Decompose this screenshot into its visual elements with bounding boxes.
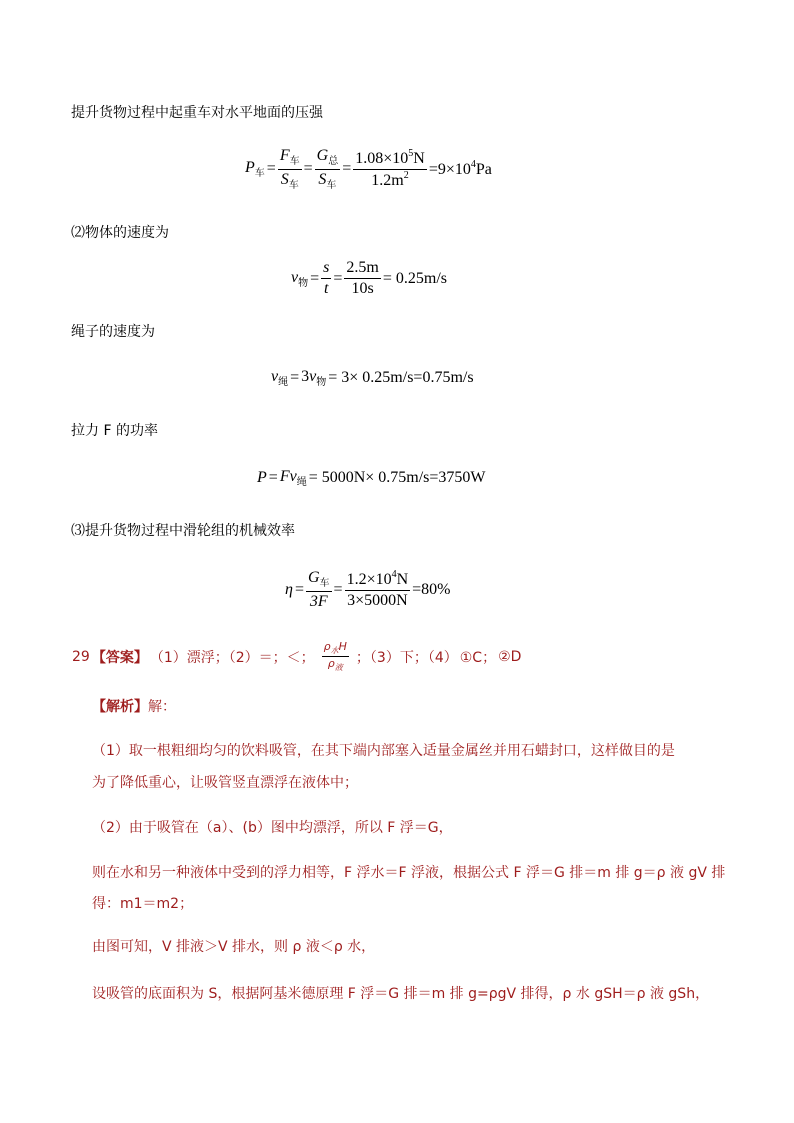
text-line-efficiency: ⑶提升货物过程中滑轮组的机械效率	[71, 523, 295, 539]
analysis-jie: 解：	[148, 699, 176, 715]
equation-rope-speed: $v_绳$ = $3v_物$ = 3× 0.25m/s=0.75m/s	[271, 368, 474, 388]
eq1-frac-g-over-s: $\frac{G_总}{S_车}$	[316, 147, 339, 191]
equation-pressure: $P_车$ = $\frac{F_车}{S_车}$ = $\frac{G_总}{S_车}$ = $\frac{1.08\times 10^5N}{1.2m^2}$ $=9\times 10^4Pa$	[245, 147, 492, 191]
answer-part2: ；（3）下；（4）	[355, 649, 458, 666]
answer-fraction: $\frac{\rho_水H}{\rho_液}$	[323, 640, 347, 672]
eq2-lhs: $v_物$	[291, 268, 309, 289]
analysis-heading	[92, 696, 176, 716]
analysis-line-5: 得：m1＝m2；	[92, 896, 194, 912]
eq3-middle: $3v_物$	[301, 368, 327, 388]
answer-tag: 【答案】	[91, 649, 148, 666]
eq2-frac-values: $\frac{2.5m}{10s}$	[346, 259, 379, 297]
analysis-line-3: （2）由于吸管在（a）、(b）图中均漂浮，所以 F 浮＝G，	[92, 820, 453, 836]
eq4-middle: $Fv_绳$	[279, 468, 307, 488]
eq2-result: = 0.25m/s	[382, 269, 447, 287]
analysis-line-1: （1）取一根粗细均匀的饮料吸管，在其下端内部塞入适量金属丝并用石蜡封口，这样做目的是	[92, 743, 675, 759]
eq3-result: = 3× 0.25m/s=0.75m/s	[328, 369, 474, 386]
analysis-line-7: 设吸管的底面积为 S，根据阿基米德原理 F 浮＝G 排＝m 排 g=ρgV 排得，ρ 水 gSH＝ρ 液 gSh，	[92, 986, 710, 1002]
answer-line	[71, 640, 522, 673]
eq5-result: =80%	[412, 580, 451, 598]
eq1-frac-f-over-s: $\frac{F_车}{S_车}$	[279, 147, 300, 191]
analysis-line-4: 则在水和另一种液体中受到的浮力相等，F 浮水＝F 浮液，根据公式 F 浮＝G 排＝m 排 g＝ρ 液 gV 排	[92, 865, 726, 881]
analysis-tag: 【解析】	[92, 699, 148, 715]
eq1-result: $=9\times 10^4Pa$	[428, 159, 492, 178]
equation-object-speed: $v_物$ = $\frac{s}{t}$ = $\frac{2.5m}{10s}$ = 0.25m/s	[291, 259, 447, 297]
text-line-rope-speed: 绳子的速度为	[71, 324, 155, 340]
text-line-object-speed: ⑵物体的速度为	[71, 225, 169, 241]
analysis-line-2: 为了降低重心，让吸管竖直漂浮在液体中；	[92, 775, 358, 791]
text-line-pressure: 提升货物过程中起重车对水平地面的压强	[71, 105, 323, 121]
answer-number: 29	[72, 648, 90, 665]
answer-part1: （1）漂浮；（2）＝；＜；	[149, 649, 315, 666]
answer-choice-2: ②D	[498, 648, 522, 665]
eq1-frac-values: $\frac{1.08\times 10^5N}{1.2m^2}$	[355, 147, 425, 189]
eq5-frac-values: $\frac{1.2\times 10^4N}{3\times 5000N}$	[346, 568, 409, 609]
text-line-power: 拉力 F 的功率	[71, 423, 158, 439]
eq2-frac-s-over-t: $\frac{s}{t}$	[323, 259, 330, 297]
eq1-lhs: $P_车$	[245, 159, 265, 179]
eq3-lhs: $v_绳$	[271, 368, 289, 388]
analysis-line-6: 由图可知，V 排液＞V 排水，则 ρ 液＜ρ 水，	[92, 939, 376, 955]
equation-power: P = $Fv_绳$ = 5000N× 0.75m/s=3750W	[257, 468, 486, 488]
eq4-result: = 5000N× 0.75m/s=3750W	[308, 469, 486, 486]
equation-efficiency: η = $\frac{G_车}{3F}$ = $\frac{1.2\times 10^4N}{3\times 5000N}$ =80%	[285, 568, 451, 610]
answer-choice-1: ①C；	[459, 649, 497, 666]
eq5-frac-g-over-3f: $\frac{G_车}{3F}$	[307, 569, 330, 610]
